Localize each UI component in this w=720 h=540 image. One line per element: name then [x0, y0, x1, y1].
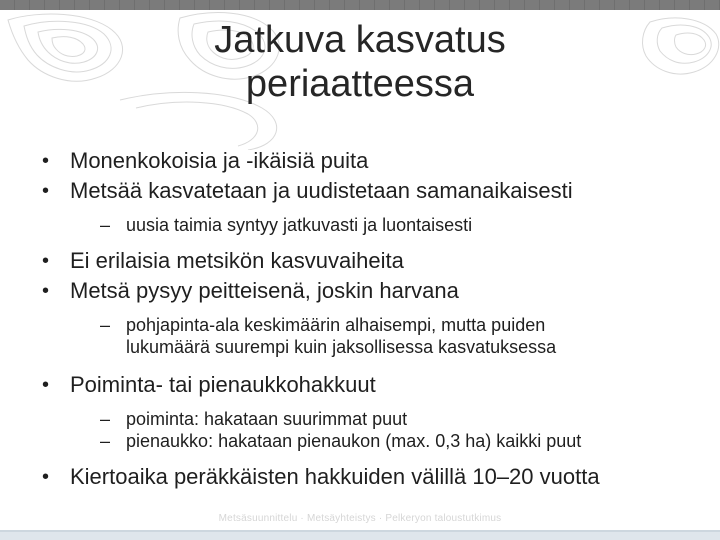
bullet-item	[36, 370, 686, 400]
sub-bullet-text: lukumäärä suurempi kuin jaksollisessa kasvatuksessa	[126, 337, 557, 357]
spacer	[36, 400, 686, 408]
bullet-item	[36, 176, 686, 206]
dash-marker: –	[100, 431, 111, 451]
spacer	[36, 358, 686, 370]
sub-bullet-item	[100, 430, 686, 452]
sub-bullet-text: poiminta: hakataan suurimmat puut	[126, 409, 408, 429]
bullet-marker: •	[42, 280, 50, 302]
dash-marker: –	[100, 215, 111, 235]
spacer	[36, 306, 686, 314]
sub-bullet-text: pienaukko: hakataan pienaukon (max. 0,3 ha) kaikki puut	[126, 431, 582, 451]
bullet-text: Poiminta- tai pienaukkohakkuut	[70, 372, 376, 397]
bullet-item	[36, 146, 686, 176]
sub-bullet-item	[100, 214, 686, 236]
bullet-text: Ei erilaisia metsikön kasvuvaiheita	[70, 248, 404, 273]
footer-text: Metsäsuunnittelu · Metsäyhteistys · Pelkeryon taloustutkimus	[218, 513, 502, 524]
bullet-item	[36, 246, 686, 276]
dash-marker: –	[100, 315, 111, 335]
bullet-text: Metsää kasvatetaan ja uudistetaan samanaikaisesti	[70, 178, 573, 203]
slide-title: Jatkuva kasvatus periaatteessa	[214, 19, 506, 105]
bullet-item	[36, 462, 686, 492]
sub-bullet-item	[100, 408, 686, 430]
bullet-text: Metsä pysyy peitteisenä, joskin harvana	[70, 278, 459, 303]
bullet-marker: •	[42, 466, 50, 488]
bullet-marker: •	[42, 150, 50, 172]
spacer	[36, 452, 686, 462]
sub-bullet-text: uusia taimia syntyy jatkuvasti ja luontaisesti	[126, 215, 473, 235]
bottom-band	[0, 530, 720, 540]
sub-bullet-continuation	[100, 336, 686, 358]
bullet-text: Kiertoaika peräkkäisten hakkuiden välillä 10–20 vuotta	[70, 464, 600, 489]
bullet-marker: •	[42, 180, 50, 202]
sub-bullet-text: pohjapinta-ala keskimäärin alhaisempi, mutta puiden	[126, 315, 546, 335]
bullet-marker: •	[42, 374, 50, 396]
sub-bullet-item	[100, 314, 686, 336]
top-band	[0, 0, 720, 10]
bullet-marker: •	[42, 250, 50, 272]
bullet-text: Monenkokoisia ja -ikäisiä puita	[70, 148, 369, 173]
bullet-list	[36, 146, 686, 492]
bullet-item	[36, 276, 686, 306]
dash-marker: –	[100, 409, 111, 429]
spacer	[36, 206, 686, 214]
spacer	[36, 236, 686, 246]
